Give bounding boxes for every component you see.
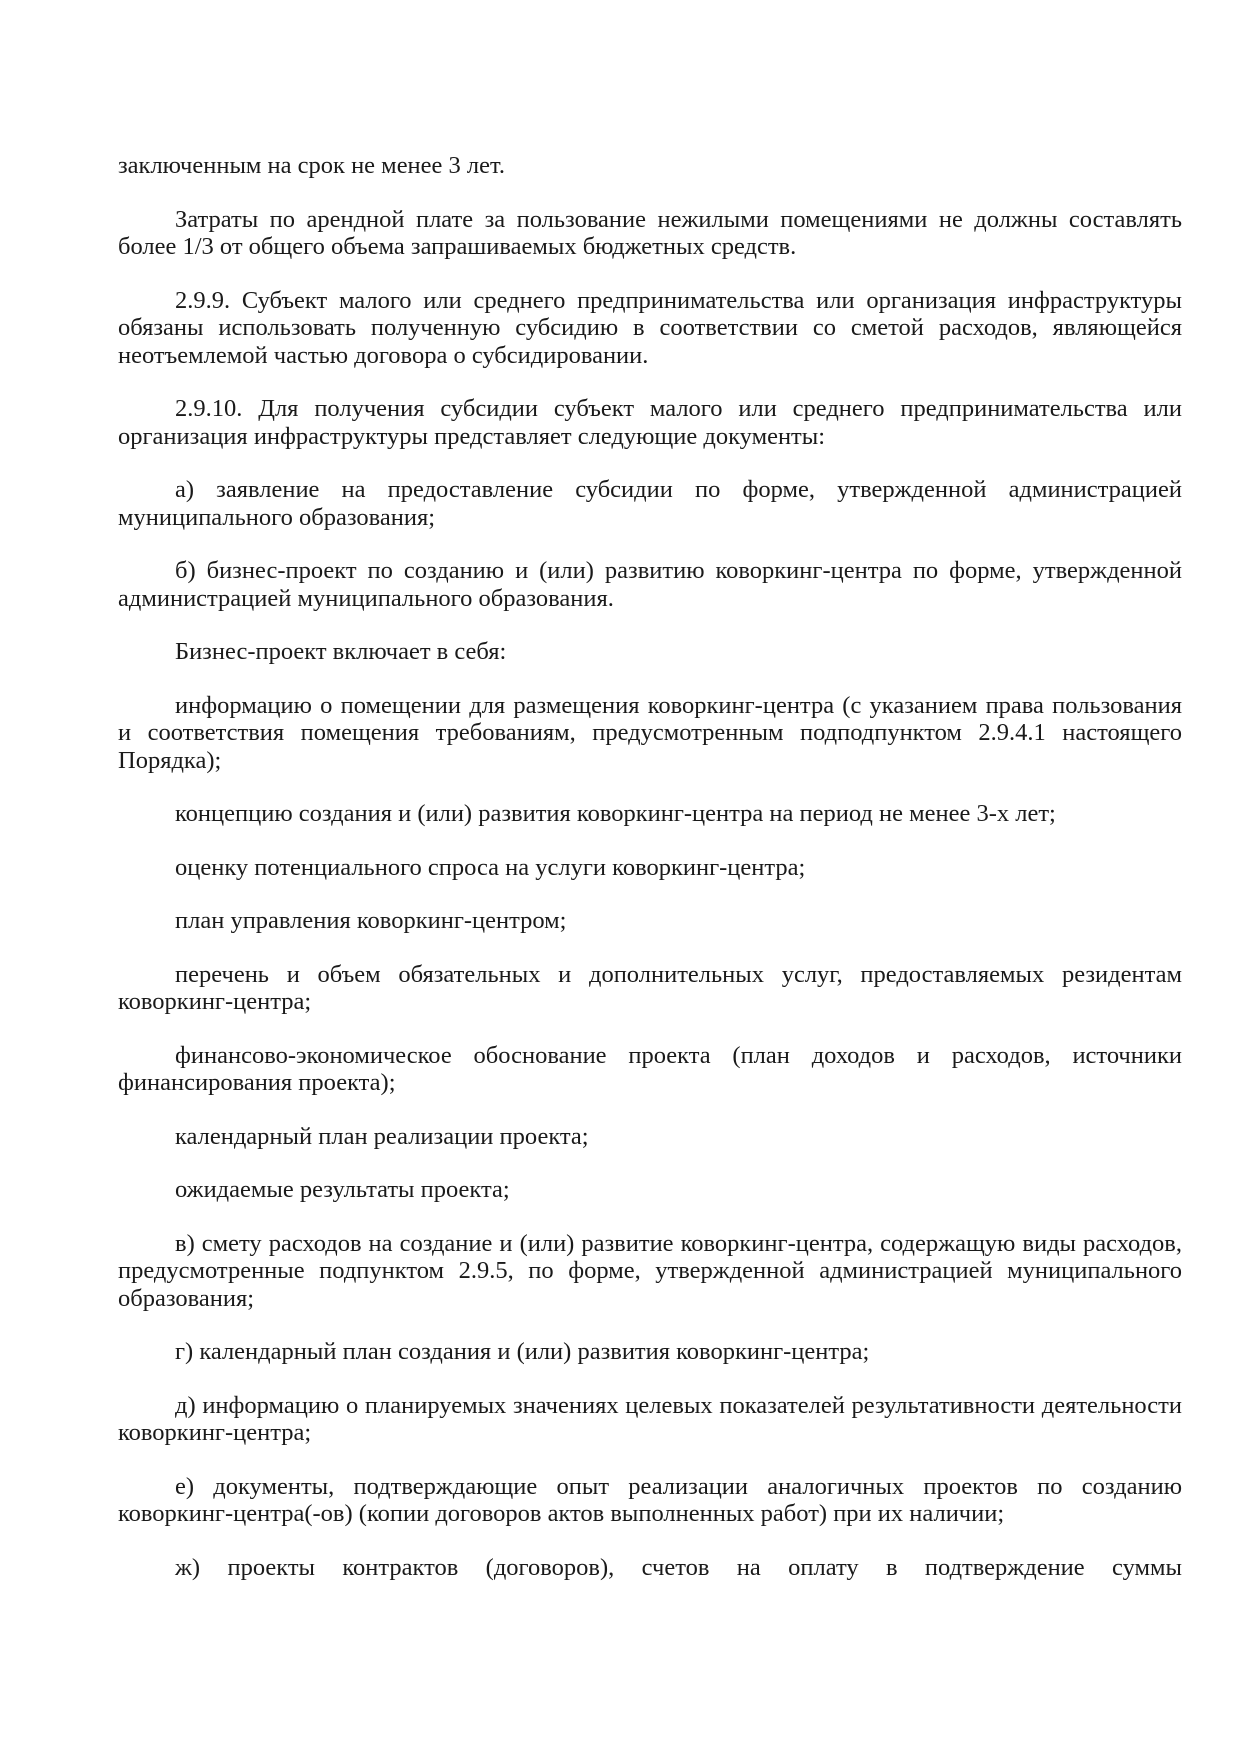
- list-item-expected-results: ожидаемые результаты проекта;: [175, 1176, 510, 1203]
- list-item-management-plan: план управления коворкинг-центром;: [175, 907, 567, 934]
- paragraph-2-9-10: 2.9.10. Для получения субсидии субъект малого или среднего предпринимательства или организация инфраструктуры представляет следующие документы:: [118, 395, 1182, 450]
- list-item-b: б) бизнес-проект по созданию и (или) развитию коворкинг-центра по форме, утвержденной администрацией муниципального образования.: [118, 557, 1182, 612]
- list-item-v: в) смету расходов на создание и (или) развитие коворкинг-центра, содержащую виды расходов, предусмотренные подпунктом 2.9.5, по форме, утвержденной администрацией муниципального образования;: [118, 1229, 1182, 1312]
- list-item-implementation-schedule: календарный план реализации проекта;: [175, 1122, 589, 1150]
- list-item-g: г) календарный план создания и (или) развития коворкинг-центра;: [175, 1338, 870, 1365]
- list-item-services-list: перечень и объем обязательных и дополнительных услуг, предоставляемых резидентам коворкинг-центра;: [118, 960, 1182, 1015]
- paragraph-2-9-9: 2.9.9. Субъект малого или среднего предпринимательства или организация инфраструктуры обязаны использовать полученную субсидию в соответствии со сметой расходов, являющейся неотъемлемой частью договора о субсидировании.: [118, 286, 1182, 369]
- list-item-demand-assessment: оценку потенциального спроса на услуги коворкинг-центра;: [175, 853, 806, 881]
- list-item-premises-info: информацию о помещении для размещения коворкинг-центра (с указанием права пользования и соответствия помещения требованиям, предусмотренным подподпунктом 2.9.4.1 настоящего Порядка);: [118, 691, 1182, 774]
- list-item-e: е) документы, подтверждающие опыт реализации аналогичных проектов по созданию коворкинг-центра(-ов) (копии договоров актов выполненных работ) при их наличии;: [118, 1472, 1182, 1527]
- list-item-financial-justification: финансово-экономическое обоснование проекта (план доходов и расходов, источники финансирования проекта);: [118, 1041, 1182, 1096]
- paragraph-rent-costs: Затраты по арендной плате за пользование нежилыми помещениями не должны составлять более 1/3 от общего объема запрашиваемых бюджетных средств.: [118, 205, 1182, 260]
- list-item-a: а) заявление на предоставление субсидии по форме, утвержденной администрацией муниципального образования;: [118, 476, 1182, 531]
- list-item-d: д) информацию о планируемых значениях целевых показателей результативности деятельности коворкинг-центра;: [118, 1391, 1182, 1446]
- list-item-zh: ж) проекты контрактов (договоров), счетов на оплату в подтверждение суммы: [175, 1553, 1182, 1581]
- paragraph-continuation: заключенным на срок не менее 3 лет.: [118, 152, 506, 179]
- list-item-concept: концепцию создания и (или) развития коворкинг-центра на период не менее 3-х лет;: [175, 800, 1056, 827]
- document-body: [118, 152, 1182, 1581]
- paragraph-business-project-includes: Бизнес-проект включает в себя:: [175, 638, 507, 665]
